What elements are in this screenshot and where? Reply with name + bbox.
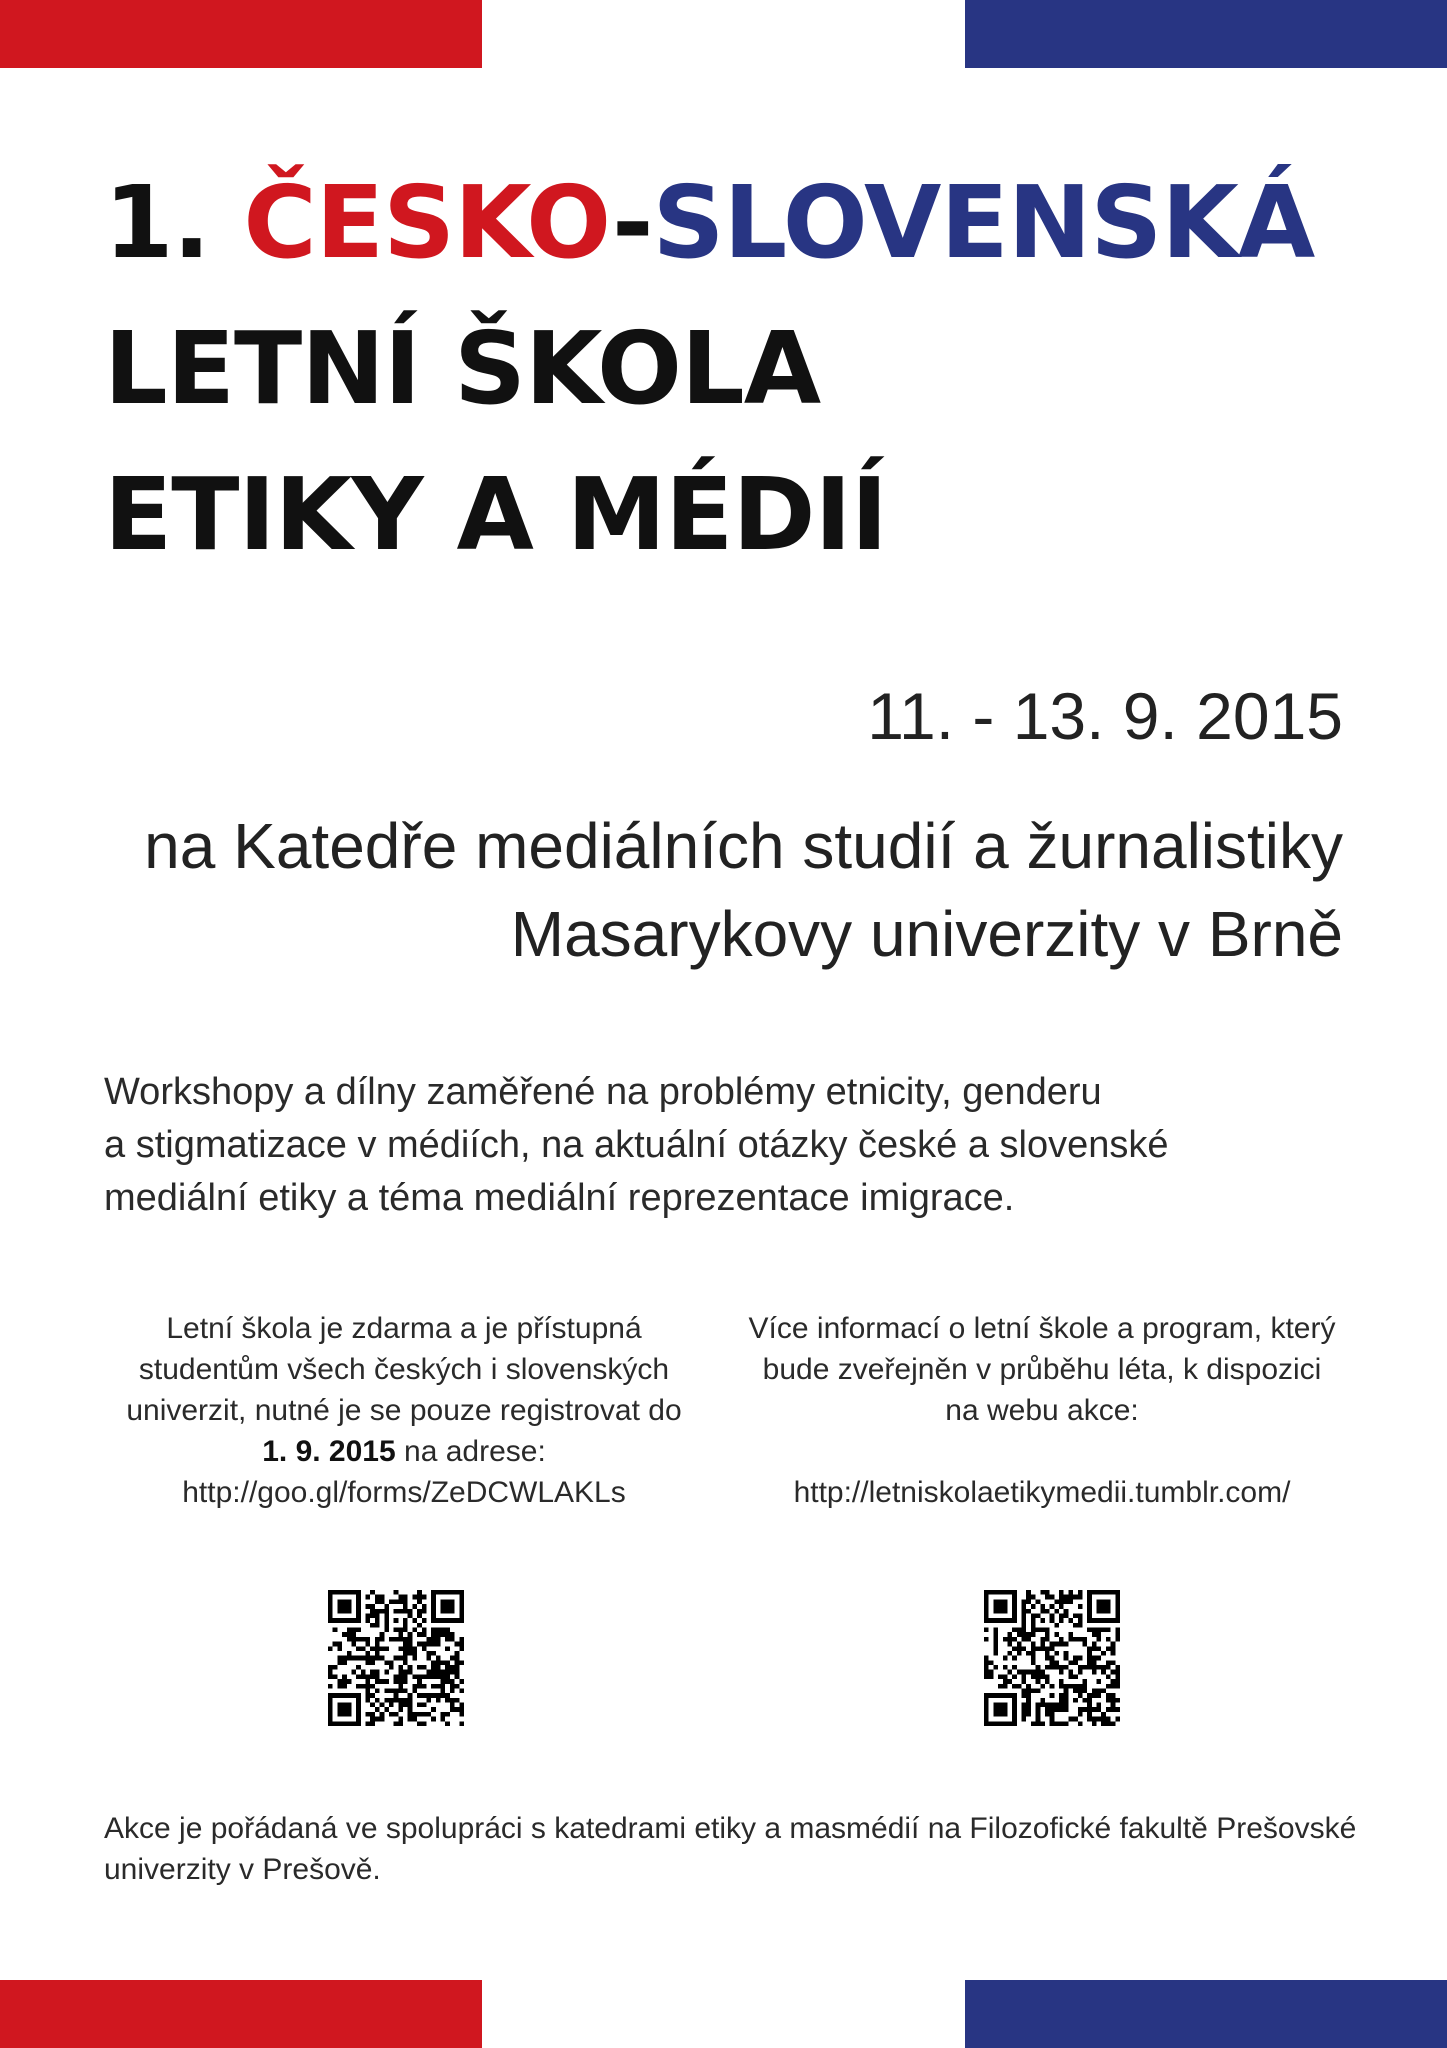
description-line-1: Workshopy a dílny zaměřené na problémy etnicity, genderu [104,1071,1102,1113]
registration-line-4-rest: na adrese: [395,1435,546,1468]
registration-line-4 [104,1431,704,1472]
decorative-bar-bottom-right [965,1980,1447,2048]
registration-url[interactable]: http://goo.gl/forms/ZeDCWLAKLs [182,1476,626,1509]
venue-line-2: Masarykovy univerzity v Brně [510,898,1343,970]
decorative-bar-bottom-left [0,1980,482,2048]
description-line-3: mediální etiky a téma mediální reprezentace imigrace. [104,1177,1015,1219]
description-line-2: a stigmatizace v médiích, na aktuální otázky české a slovenské [104,1124,1169,1166]
footer-line-1: Akce je pořádaná ve spolupráci s katedrami etiky a masmédií na Filozofické fakultě Prešovské [104,1812,1357,1845]
registration-info [104,1308,704,1513]
title-cesko: ČESKO [243,164,612,281]
info-url[interactable]: http://letniskolaetikymedii.tumblr.com/ [793,1476,1291,1509]
info-line-3: na webu akce: [945,1394,1139,1427]
poster-title [104,150,1314,588]
title-line-1 [104,150,1314,296]
registration-line-1: Letní škola je zdarma a je přístupná [166,1312,642,1345]
qr-code-icon[interactable] [984,1590,1120,1726]
registration-line-3: univerzit, nutné je se pouze registrovat do [126,1394,682,1427]
title-line-2: LETNÍ ŠKOLA [104,310,821,427]
title-dash: - [612,164,653,281]
qr-code-icon[interactable] [328,1590,464,1726]
event-description [104,1066,1344,1225]
info-line-2: bude zveřejněn v průběhu léta, k dispozici [762,1353,1322,1386]
footer-line-2: univerzity v Prešově. [104,1853,381,1886]
title-number: 1. [104,164,210,281]
title-slovenska: SLOVENSKÁ [652,164,1315,281]
info-line-1: Více informací o letní škole a program, který [748,1312,1336,1345]
event-dates: 11. - 13. 9. 2015 [867,679,1343,753]
more-info [742,1308,1342,1513]
decorative-bar-top-left [0,0,482,68]
event-venue [144,802,1343,978]
title-line-3: ETIKY A MÉDIÍ [104,456,887,573]
decorative-bar-top-right [965,0,1447,68]
venue-line-1: na Katedře mediálních studií a žurnalistiky [144,810,1343,882]
organizer-note [104,1808,1357,1890]
registration-deadline: 1. 9. 2015 [262,1435,396,1468]
registration-line-2: studentům všech českých i slovenských [138,1353,670,1386]
info-spacer [742,1431,1342,1472]
